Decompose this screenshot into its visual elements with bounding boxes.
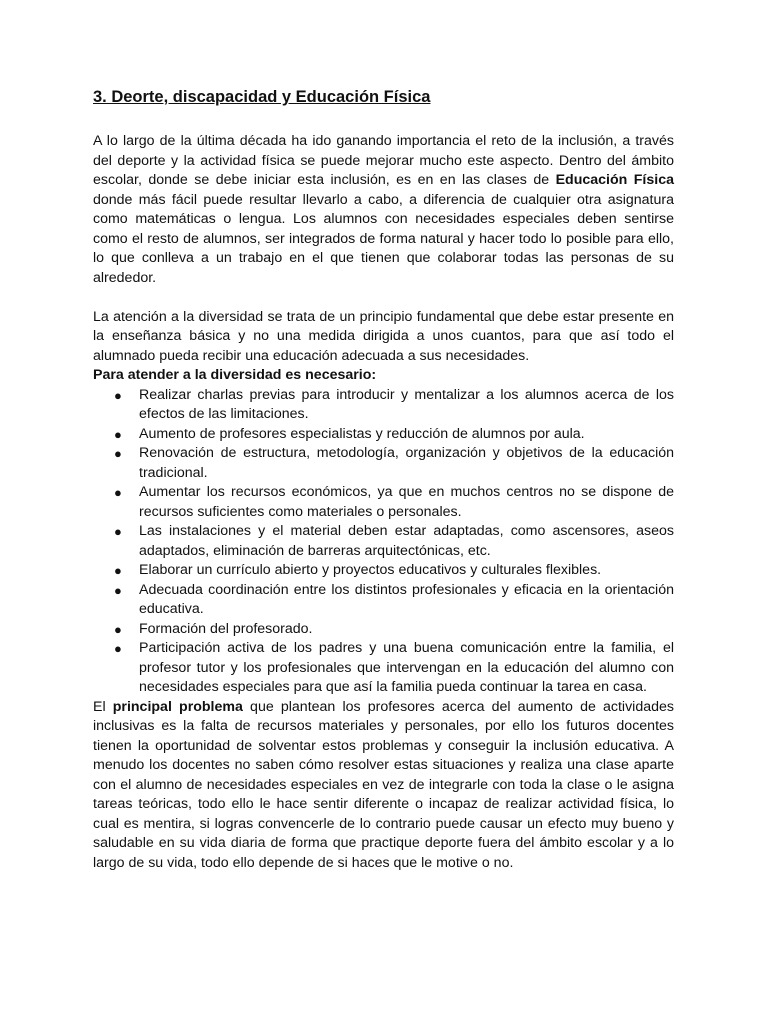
bullet-icon: ●	[114, 387, 122, 403]
section-title: 3. Deorte, discapacidad y Educación Física	[93, 88, 431, 106]
list-item-text: Las instalaciones y el material deben estar adaptadas, como ascensores, aseos adaptados, eliminación de barreras arquitectónicas, etc.	[139, 523, 674, 559]
list-item-text: Aumentar los recursos económicos, ya que en muchos centros no se dispone de recursos suficientes como materiales o personales.	[139, 484, 674, 520]
paragraph-main-problem-text-end: que plantean los profesores acerca del aumento de actividades inclusivas es la falta de recursos materiales y personales, por ello los futuros docentes tienen la oportunidad de solventar estos problemas y conseguir la inclusión educativa. A menudo los docentes no saben cómo resolver estas situaciones y realiza una clase aparte con el alumno de necesidades especiales en vez de integrarle con toda la clase o le asigna tareas teóricas, todo ello le hace sentir diferente o incapaz de realizar actividad física, lo cual es mentira, si logras convencerle de lo contrario puede causar un efecto muy bueno y saludable en su vida diaria de forma que practique deporte fuera del ámbito escolar y a lo largo de su vida, todo ello depende de si haces que le motive o no.	[93, 698, 674, 871]
bullet-icon: ●	[114, 524, 122, 539]
list-item-text: Aumento de profesores especialistas y reducción de alumnos por aula.	[139, 425, 585, 442]
list-item-text: Adecuada coordinación entre los distintos profesionales y eficacia en la orientación educativa.	[139, 581, 674, 617]
paragraph-main-problem-text-start: El	[93, 698, 113, 715]
list-item-text: Formación del profesorado.	[139, 620, 313, 637]
list-item	[114, 483, 674, 522]
paragraph-inclusion-bold: Educación Física	[555, 172, 674, 188]
list-item	[114, 522, 674, 561]
list-item-text: Participación activa de los padres y una buena comunicación entre la familia, el profesor tutor y los profesionales que intervengan en la educación del alumno con necesidades especiales para que así la familia pueda continuar la tarea en casa.	[139, 640, 674, 695]
paragraph-inclusion-text-end: donde más fácil puede resultar llevarlo a cabo, a diferencia de cualquier otra asignatura como matemáticas o lengua. Los alumnos con necesidades especiales deben sentirse como el resto de alumnos, ser integrados de forma natural y hacer todo lo posible para ello, lo que conlleva a un trabajo en el que tienen que colaborar todas las personas de su alrededor.	[93, 191, 674, 286]
needs-list	[93, 386, 674, 698]
list-item	[114, 425, 674, 445]
list-item	[114, 444, 674, 483]
paragraph-main-problem	[93, 698, 674, 874]
paragraph-diversity: La atención a la diversidad se trata de un principio fundamental que debe estar presente en la enseñanza básica y no una medida dirigida a unos cuantos, para que así todo el alumnado pueda recibir una educación adecuada a sus necesidades.	[93, 308, 674, 364]
paragraph-main-problem-bold: principal problema	[112, 698, 243, 715]
bullet-icon: ●	[114, 641, 122, 656]
list-item	[114, 386, 674, 425]
list-item-text: Renovación de estructura, metodología, organización y objetivos de la educación tradicional.	[139, 445, 674, 481]
bullet-icon: ●	[114, 621, 122, 637]
list-item	[114, 561, 674, 581]
list-item-text: Elaborar un currículo abierto y proyectos educativos y culturales flexibles.	[139, 562, 602, 578]
list-item	[114, 639, 674, 698]
bullet-icon: ●	[114, 563, 122, 578]
list-item	[114, 620, 674, 640]
list-item-text: Realizar charlas previas para introducir y mentalizar a los alumnos acerca de los efectos de las limitaciones.	[139, 386, 674, 422]
list-heading: Para atender a la diversidad es necesario:	[93, 367, 377, 383]
paragraph-inclusion-text-start: A lo largo de la última década ha ido ganando importancia el reto de la inclusión, a través del deporte y la actividad física se puede mejorar mucho este aspecto. Dentro del ámbito escolar, donde se debe iniciar esta inclusión, es en en las clases de	[93, 133, 674, 188]
bullet-icon: ●	[114, 485, 122, 500]
document-page	[93, 86, 674, 873]
bullet-icon: ●	[114, 446, 122, 461]
bullet-icon: ●	[114, 582, 122, 598]
bullet-icon: ●	[114, 426, 122, 442]
list-item	[114, 581, 674, 620]
paragraph-inclusion	[93, 132, 674, 288]
